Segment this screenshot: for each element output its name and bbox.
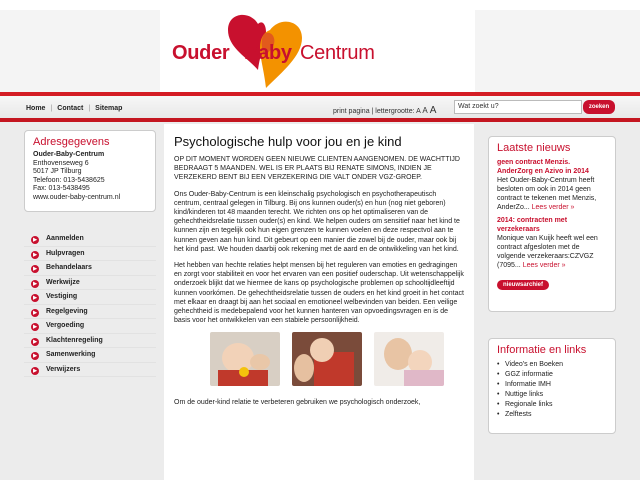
menu-item-label: Werkwijze — [46, 278, 80, 286]
info-link[interactable]: • Nuttige links — [497, 390, 607, 400]
baby-photo-image — [292, 332, 362, 386]
logo-word-ouder: Ouder — [172, 42, 230, 64]
nav-separator: | — [88, 105, 91, 112]
info-link[interactable]: • Informatie IMH — [497, 380, 607, 390]
side-menu — [24, 232, 156, 377]
menu-item-label: Aanmelden — [46, 235, 84, 242]
address-website-link[interactable]: www.ouder-baby-centrum.nl — [33, 193, 121, 201]
closing-paragraph: Om de ouder-kind relatie te verbeteren gebruiken we psychologisch onderzoek, — [174, 399, 421, 407]
font-size-large-button[interactable]: A — [429, 105, 437, 116]
nav-bar — [0, 92, 640, 122]
photo-baby-playing — [292, 332, 362, 386]
news-item-title[interactable]: 2014: contracten met verzekeraars — [497, 217, 568, 233]
arrow-bullet-icon: ▶ — [31, 352, 39, 360]
notice-paragraph: OP DIT MOMENT WORDEN GEEN NIEUWE CLIENTEN AANGENOMEN. DE WACHTTIJD BEDRAAGT 5 MAANDEN. WEL IS ER PLAATS BIJ RENATE SIMONS, INDIEN JE VERZEKERD BENT BIJ EEN VERZEKERING DIE VALT ONDER VGZ-GROEP. — [174, 156, 460, 182]
info-link[interactable]: • Zelftests — [497, 410, 607, 420]
baby-photo-image — [210, 332, 280, 386]
info-link[interactable]: • Video's en Boeken — [497, 360, 607, 370]
news-archive-button[interactable]: nieuwsarchief — [497, 280, 549, 290]
menu-item-behandelaars[interactable] — [24, 261, 156, 276]
header-right-band — [475, 10, 640, 92]
menu-item-label: Hulpvragen — [46, 249, 85, 257]
menu-item-label: Klachtenregeling — [46, 336, 103, 344]
arrow-bullet-icon: ▶ — [31, 367, 39, 375]
search-button[interactable]: zoeken — [583, 100, 615, 114]
baby-photo-image — [374, 332, 444, 386]
news-item-text — [497, 176, 607, 212]
menu-item-hulpvragen[interactable] — [24, 247, 156, 262]
nav-sitemap[interactable]: Sitemap — [95, 105, 123, 112]
print-tools — [333, 105, 436, 116]
address-panel — [24, 130, 156, 212]
arrow-bullet-icon: ▶ — [31, 251, 39, 259]
menu-item-verwijzers[interactable] — [24, 363, 156, 378]
menu-item-label: Regelgeving — [46, 307, 88, 315]
font-size-small-button[interactable]: A — [416, 108, 421, 115]
info-links-panel — [488, 338, 616, 434]
header-left-band — [0, 10, 160, 92]
menu-item-label: Samenwerking — [46, 351, 96, 358]
news-heading: Laatste nieuws — [497, 142, 571, 154]
main-content — [164, 124, 474, 480]
address-line: Enthovenseweg 6 — [33, 159, 89, 167]
arrow-bullet-icon: ▶ — [31, 294, 39, 302]
print-font-label[interactable]: print pagina | lettergrootte: — [333, 108, 415, 115]
top-nav — [26, 105, 122, 112]
photo-mother-child — [374, 332, 444, 386]
menu-item-label: Verwijzers — [46, 365, 81, 373]
font-size-medium-button[interactable]: A — [422, 106, 428, 115]
menu-item-vergoeding[interactable] — [24, 319, 156, 334]
menu-item-label: Vestiging — [46, 293, 78, 300]
page-title: Psychologische hulp voor jou en je kind — [174, 134, 402, 149]
info-heading: Informatie en links — [497, 344, 587, 356]
info-link[interactable]: • Regionale links — [497, 400, 607, 410]
arrow-bullet-icon: ▶ — [31, 323, 39, 331]
news-item-excerpt: Monique van Kuijk heeft wel een contract afgesloten met de volgende verzekeraars:CZVGZ (7095... — [497, 235, 598, 269]
menu-item-label: Behandelaars — [46, 264, 92, 271]
address-line: 5017 JP Tilburg — [33, 168, 82, 175]
arrow-bullet-icon: ▶ — [31, 236, 39, 244]
news-panel — [488, 136, 616, 312]
site-logo[interactable] — [172, 10, 375, 90]
intro-paragraph: Ons Ouder-Baby-Centrum is een kleinschalig psychologisch en psychotherapeutisch centrum, centraal gelegen in Tilburg. Bij ons kunnen ouder(s) en hun (nog niet geboren) kind/kinderen tot 48 maanden terecht. We richten ons op het optimaliseren van de gehechtheidsrelatie tussen ouder(s) en kind. We helpen ouders om sensitief naar het kind te kunnen zijn en tegelijk ook hun eigen grenzen te kunnen voelen en deze respectvol aan te kunnen geven aan hun kind. Dit gebeurt op een manier die zowel bij de ouder, maar ook bij het kind past. We houden daarbij ook rekening met de aard en de ontwikkeling van het kind. — [174, 190, 460, 253]
news-item-excerpt: Het Ouder-Baby-Centrum heeft besloten om ook in 2014 geen contract te tekenen met Menzis, AnderZo... — [497, 177, 597, 211]
arrow-bullet-icon: ▶ — [31, 280, 39, 288]
site-header — [0, 0, 640, 92]
read-more-link[interactable]: Lees verder » — [522, 262, 566, 269]
nav-home[interactable]: Home — [26, 105, 46, 112]
menu-item-aanmelden[interactable] — [24, 232, 156, 247]
menu-item-label: Vergoeding — [46, 322, 85, 329]
search-input[interactable]: Wat zoekt u? — [454, 100, 582, 114]
nav-separator: | — [50, 105, 53, 112]
logo-word-centrum: Centrum — [300, 42, 375, 64]
menu-item-werkwijze[interactable] — [24, 276, 156, 291]
photo-strip — [174, 332, 464, 388]
menu-item-klachtenregeling[interactable] — [24, 334, 156, 349]
arrow-bullet-icon: ▶ — [31, 309, 39, 317]
address-line: Telefoon: 013-5438625 — [33, 176, 105, 184]
menu-item-vestiging[interactable] — [24, 290, 156, 305]
address-line: Ouder-Baby-Centrum — [33, 151, 105, 158]
news-item-title[interactable]: geen contract Menzis. AnderZorg en Azivo in 2014 — [497, 159, 589, 175]
logo-word-baby: Baby — [244, 42, 292, 64]
read-more-link[interactable]: Lees verder » — [531, 204, 575, 211]
photo-baby-feeding — [210, 332, 280, 386]
address-line: Fax: 013-5438495 — [33, 185, 90, 192]
attachment-paragraph: Het hebben van hechte relaties helpt mensen bij het reguleren van emoties en gedragingen en zorgt voor stabiliteit en voor het ervaren van een positief ouderschap. Uit wetenschappelijk onderzoek blijkt dat we hiermee de kans op psychologische problemen op schooltijdleeftijd kunnen voorkómen. De gehechtheidsrelatie tussen de ouders en het kind groeit in het contact met elkaar en draagt bij aan het sociaal en emotioneel welbevinden van beiden. Een veilige gehechtheid is medebepalend voor het kunnen hanteren van opvoedingsvragen en is de basis voor het ontwikkelen van een stabiele persoonlijkheid. — [174, 262, 464, 325]
menu-item-regelgeving[interactable] — [24, 305, 156, 320]
news-item-text — [497, 234, 607, 270]
menu-item-samenwerking[interactable] — [24, 348, 156, 363]
arrow-bullet-icon: ▶ — [31, 338, 39, 346]
nav-contact[interactable]: Contact — [57, 105, 84, 112]
arrow-bullet-icon: ▶ — [31, 265, 39, 273]
address-heading: Adresgegevens — [33, 136, 110, 148]
info-link[interactable]: • GGZ informatie — [497, 370, 607, 380]
